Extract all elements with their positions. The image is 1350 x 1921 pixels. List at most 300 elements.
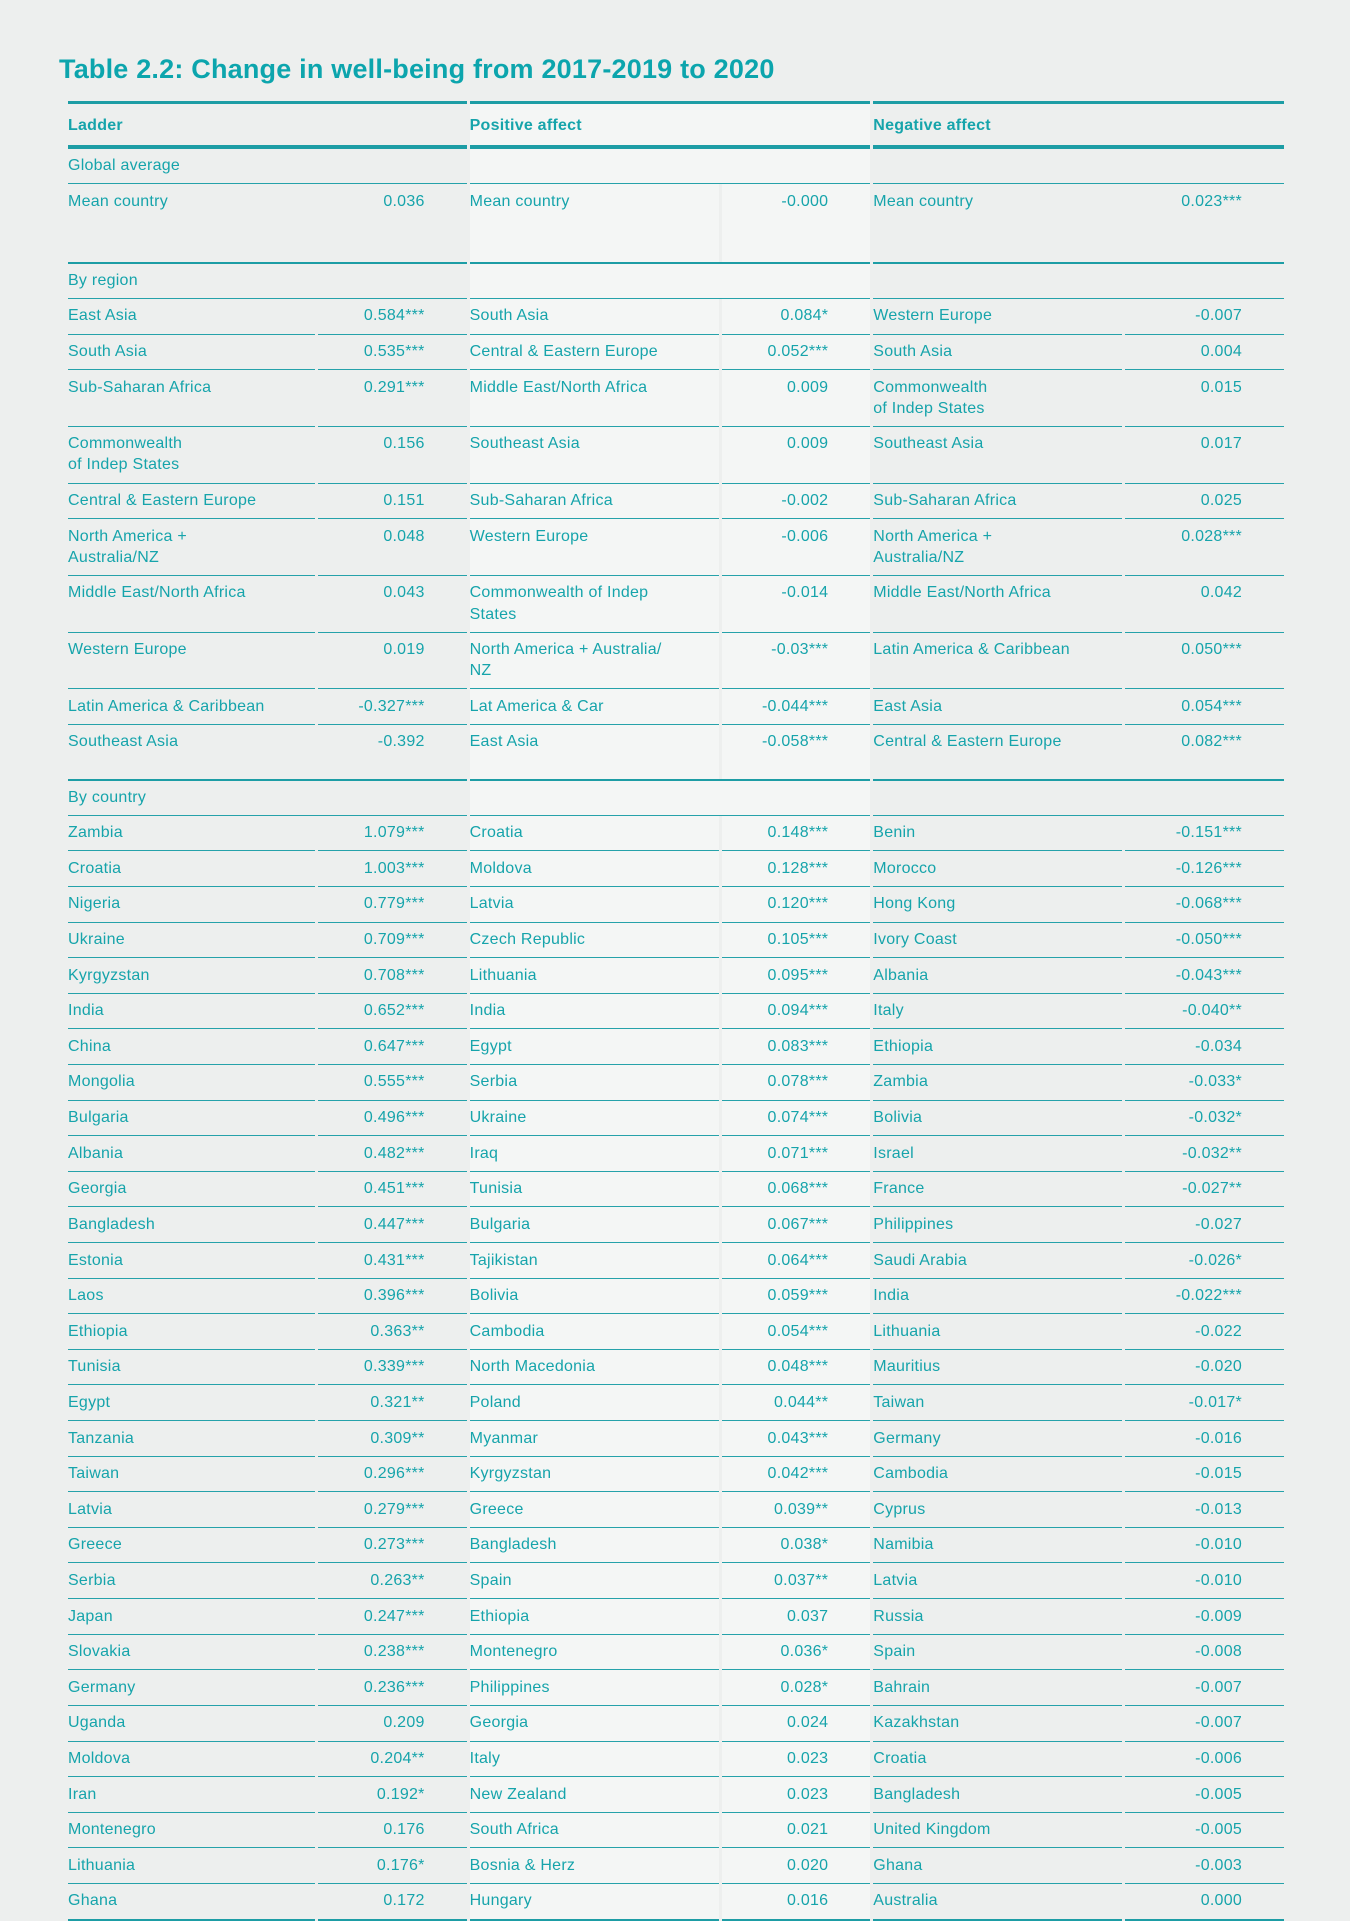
table-row [68,1563,1284,1599]
label-cell: Western Europe [68,633,315,690]
label-cell: Iran [68,1777,315,1813]
label-cell: Italy [873,994,1122,1030]
value-cell: -0.034 [1125,1029,1284,1065]
value-cell: 0.068*** [722,1172,871,1208]
label-cell: Bahrain [873,1670,1122,1706]
label-cell: Saudi Arabia [873,1243,1122,1279]
label-cell: Cambodia [873,1457,1122,1493]
value-cell: 0.309** [318,1421,467,1457]
value-cell: 0.009 [722,427,871,484]
label-cell: Moldova [470,851,719,887]
label-cell: Latvia [873,1563,1122,1599]
value-cell: -0.327*** [318,689,467,725]
value-cell: 0.074*** [722,1101,871,1137]
table-title: Table 2.2: Change in well-being from 2017-2019 to 2020 [59,54,775,84]
value-cell: 0.535*** [318,335,467,371]
label-cell: East Asia [68,299,315,335]
table-row [68,1421,1284,1457]
table-row [68,576,1284,633]
table-row [68,1350,1284,1386]
table-row [68,1136,1284,1172]
label-cell: Egypt [470,1029,719,1065]
label-cell: Taiwan [873,1385,1122,1421]
label-cell: Sub-Saharan Africa [470,484,719,520]
label-cell: Israel [873,1136,1122,1172]
value-cell: 0.052*** [722,335,871,371]
value-cell: 0.004 [1125,335,1284,371]
label-cell: Bulgaria [68,1101,315,1137]
label-cell: Sub-Saharan Africa [873,484,1122,520]
value-cell: 1.079*** [318,816,467,852]
label-cell: North Macedonia [470,1350,719,1386]
value-cell: -0.008 [1125,1635,1284,1671]
label-cell: Montenegro [470,1635,719,1671]
value-cell: -0.002 [722,484,871,520]
label-cell: Tunisia [68,1350,315,1386]
label-cell: Serbia [68,1563,315,1599]
value-cell: -0.03*** [722,633,871,690]
column-header-positive-affect: Positive affect [470,101,871,147]
value-cell: 0.120*** [722,887,871,923]
label-cell: Russia [873,1599,1122,1635]
value-cell: 0.128*** [722,851,871,887]
label-cell: Namibia [873,1528,1122,1564]
table-row [68,1599,1284,1635]
label-cell: Croatia [470,816,719,852]
value-cell: 0.064*** [722,1243,871,1279]
label-cell: Zambia [873,1065,1122,1101]
table-row [68,1385,1284,1421]
table-row [68,299,1284,335]
label-cell: Middle East/North Africa [68,576,315,633]
value-cell: 0.039** [722,1492,871,1528]
label-cell: Hungary [470,1884,719,1921]
table-row [68,1457,1284,1493]
label-cell: Czech Republic [470,923,719,959]
label-cell: Latvia [68,1492,315,1528]
label-cell: Albania [873,958,1122,994]
label-cell: Poland [470,1385,719,1421]
value-cell: 1.003*** [318,851,467,887]
label-cell: Benin [873,816,1122,852]
label-cell: Central & Eastern Europe [873,733,1062,751]
value-cell: 0.209 [318,1706,467,1742]
label-cell: Tanzania [68,1421,315,1457]
value-cell: 0.236*** [318,1670,467,1706]
value-cell: 0.431*** [318,1243,467,1279]
value-cell: -0.006 [1125,1742,1284,1778]
value-cell: 0.042 [1125,576,1284,633]
label-cell: France [873,1172,1122,1208]
value-cell: -0.040** [1125,994,1284,1030]
label-cell: Taiwan [68,1457,315,1493]
value-cell: 0.339*** [318,1350,467,1386]
value-cell: 0.172 [318,1884,467,1921]
value-cell: 0.043*** [722,1421,871,1457]
label-cell: Estonia [68,1243,315,1279]
value-cell: 0.156 [318,427,467,484]
value-cell: -0.058*** [722,725,871,779]
value-cell: -0.044*** [722,689,871,725]
label-cell: Bosnia & Herz [470,1848,719,1884]
label-cell: Southeast Asia [68,733,179,751]
table-row [68,1207,1284,1243]
label-cell: East Asia [873,689,1122,725]
label-cell: North America + Australia/ NZ [470,633,719,690]
label-cell: Ethiopia [470,1599,719,1635]
value-cell: -0.027** [1125,1172,1284,1208]
section-filler [873,779,1284,816]
value-cell: -0.009 [1125,1599,1284,1635]
table-row [68,1314,1284,1350]
section-label: Global average [68,147,467,184]
table-body [68,147,1284,1920]
value-cell: 0.652*** [318,994,467,1030]
value-cell: 0.078*** [722,1065,871,1101]
value-cell: -0.013 [1125,1492,1284,1528]
value-cell: 0.048*** [722,1350,871,1386]
label-cell: Central & Eastern Europe [470,335,719,371]
value-cell: 0.647*** [318,1029,467,1065]
value-cell: 0.396*** [318,1279,467,1315]
value-cell: 0.296*** [318,1457,467,1493]
label-cell: Ukraine [68,923,315,959]
label-cell: Serbia [470,1065,719,1101]
label-cell: Western Europe [873,299,1122,335]
value-cell: 0.779*** [318,887,467,923]
value-cell: 0.082*** [1181,733,1242,751]
label-cell: Australia [873,1884,1122,1921]
label-cell: New Zealand [470,1777,719,1813]
value-cell: -0.017* [1125,1385,1284,1421]
label-cell: Uganda [68,1706,315,1742]
value-cell: 0.043 [318,576,467,633]
value-cell: 0.019 [318,633,467,690]
value-cell: 0.067*** [722,1207,871,1243]
label-cell: Central & Eastern Europe [68,484,315,520]
value-cell: -0.015 [1125,1457,1284,1493]
label-cell: Georgia [470,1706,719,1742]
label-cell: India [470,994,719,1030]
table-row [68,1777,1284,1813]
table-row [68,370,1284,427]
label-cell: Georgia [68,1172,315,1208]
value-cell: 0.038* [722,1528,871,1564]
label-cell: Egypt [68,1385,315,1421]
label-cell: Kyrgyzstan [68,958,315,994]
table-row [68,519,1284,576]
section-label: By region [68,262,467,299]
label-cell: Myanmar [470,1421,719,1457]
label-cell: Southeast Asia [873,427,1122,484]
label-cell: Western Europe [470,519,719,576]
value-cell: 0.263** [318,1563,467,1599]
value-cell: 0.016 [722,1884,871,1921]
value-cell: 0.447*** [318,1207,467,1243]
label-cell: India [68,994,315,1030]
label-cell: Zambia [68,816,315,852]
table-row [68,1848,1284,1884]
value-cell: 0.095*** [722,958,871,994]
column-header-row [68,101,1284,147]
label-cell: Mongolia [68,1065,315,1101]
table-row [68,1670,1284,1706]
table-row [68,958,1284,994]
value-cell: 0.482*** [318,1136,467,1172]
value-cell: 0.042*** [722,1457,871,1493]
label-cell: India [873,1279,1122,1315]
table-row [68,725,1284,779]
label-cell: Mean country [68,192,168,210]
table-row [68,1492,1284,1528]
label-cell: Commonwealth of Indep States [470,576,719,633]
value-cell: -0.050*** [1125,923,1284,959]
value-cell: 0.023 [722,1777,871,1813]
section-label: By country [68,779,467,816]
section-header-row [68,262,1284,299]
label-cell: Germany [68,1670,315,1706]
value-cell: -0.032** [1125,1136,1284,1172]
table-row [68,633,1284,690]
column-header-negative-affect: Negative affect [873,101,1284,147]
label-cell: North America + Australia/NZ [873,519,1122,576]
label-cell: Cambodia [470,1314,719,1350]
value-cell: -0.392 [377,733,425,751]
label-cell: Bolivia [470,1279,719,1315]
value-cell: 0.279*** [318,1492,467,1528]
table-row [68,1101,1284,1137]
value-cell: 0.023*** [1181,192,1242,210]
value-cell: 0.054*** [1125,689,1284,725]
value-cell: 0.708*** [318,958,467,994]
value-cell: 0.204** [318,1742,467,1778]
label-cell: Commonwealth of Indep States [873,370,1122,427]
value-cell: 0.321** [318,1385,467,1421]
value-cell: 0.496*** [318,1101,467,1137]
value-cell: -0.151*** [1125,816,1284,852]
label-cell: Ivory Coast [873,923,1122,959]
value-cell: 0.059*** [722,1279,871,1315]
table-row [68,994,1284,1030]
table-row [68,1706,1284,1742]
label-cell: Albania [68,1136,315,1172]
table-row [68,1279,1284,1315]
value-cell: 0.037 [722,1599,871,1635]
label-cell: South Asia [470,299,719,335]
label-cell: Lithuania [873,1314,1122,1350]
label-cell: Lithuania [68,1848,315,1884]
label-cell: China [68,1029,315,1065]
value-cell: 0.015 [1125,370,1284,427]
value-cell: 0.584*** [318,299,467,335]
label-cell: East Asia [470,725,719,779]
value-cell: -0.043*** [1125,958,1284,994]
value-cell: 0.247*** [318,1599,467,1635]
value-cell: -0.068*** [1125,887,1284,923]
label-cell: Latvia [470,887,719,923]
label-cell: South Asia [873,335,1122,371]
table-row [68,484,1284,520]
value-cell: 0.071*** [722,1136,871,1172]
label-cell: Iraq [470,1136,719,1172]
value-cell: 0.048 [318,519,467,576]
value-cell: 0.291*** [318,370,467,427]
value-cell: -0.007 [1125,1670,1284,1706]
label-cell: Spain [470,1563,719,1599]
value-cell: 0.000 [1125,1884,1284,1921]
value-cell: 0.148*** [722,816,871,852]
value-cell: -0.022*** [1125,1279,1284,1315]
label-cell: Kyrgyzstan [470,1457,719,1493]
value-cell: -0.005 [1125,1777,1284,1813]
label-cell: Mean country [470,184,719,262]
value-cell: 0.192* [318,1777,467,1813]
label-cell: Bolivia [873,1101,1122,1137]
label-cell: Southeast Asia [470,427,719,484]
table-row [68,184,1284,262]
value-cell: 0.094*** [722,994,871,1030]
label-cell: Commonwealth of Indep States [68,427,315,484]
section-filler [873,262,1284,299]
value-cell: 0.238*** [318,1635,467,1671]
table-row [68,335,1284,371]
label-cell: Lat America & Car [470,689,719,725]
label-cell: Croatia [873,1742,1122,1778]
label-cell: Bulgaria [470,1207,719,1243]
label-cell: Ukraine [470,1101,719,1137]
label-cell: South Africa [470,1813,719,1849]
table-row [68,1635,1284,1671]
value-cell: 0.709*** [318,923,467,959]
wellbeing-table [65,101,1287,1921]
value-cell: 0.020 [722,1848,871,1884]
label-cell: Germany [873,1421,1122,1457]
label-cell: United Kingdom [873,1813,1122,1849]
table-row [68,887,1284,923]
value-cell: -0.016 [1125,1421,1284,1457]
value-cell: 0.555*** [318,1065,467,1101]
value-cell: 0.036* [722,1635,871,1671]
value-cell: 0.028* [722,1670,871,1706]
label-cell: Lithuania [470,958,719,994]
label-cell: Bangladesh [470,1528,719,1564]
value-cell: 0.023 [722,1742,871,1778]
label-cell: Moldova [68,1742,315,1778]
label-cell: Kazakhstan [873,1706,1122,1742]
value-cell: 0.036 [383,192,425,210]
value-cell: -0.027 [1125,1207,1284,1243]
label-cell: Middle East/North Africa [873,576,1122,633]
value-cell: 0.363** [318,1314,467,1350]
table-row [68,816,1284,852]
value-cell: -0.010 [1125,1563,1284,1599]
value-cell: -0.020 [1125,1350,1284,1386]
label-cell: North America + Australia/NZ [68,519,315,576]
label-cell: Greece [68,1528,315,1564]
section-filler [873,147,1284,184]
label-cell: Morocco [873,851,1122,887]
label-cell: Spain [873,1635,1122,1671]
table-row [68,851,1284,887]
label-cell: Hong Kong [873,887,1122,923]
label-cell: Nigeria [68,887,315,923]
label-cell: Philippines [470,1670,719,1706]
value-cell: -0.022 [1125,1314,1284,1350]
table-row [68,1065,1284,1101]
label-cell: Latin America & Caribbean [873,633,1122,690]
value-cell: -0.003 [1125,1848,1284,1884]
value-cell: -0.010 [1125,1528,1284,1564]
label-cell: Tajikistan [470,1243,719,1279]
table-row [68,1528,1284,1564]
value-cell: 0.009 [722,370,871,427]
value-cell: -0.007 [1125,299,1284,335]
value-cell: -0.007 [1125,1706,1284,1742]
value-cell: 0.176 [318,1813,467,1849]
value-cell: -0.126*** [1125,851,1284,887]
label-cell: Greece [470,1492,719,1528]
label-cell: Croatia [68,851,315,887]
value-cell: 0.083*** [722,1029,871,1065]
label-cell: Japan [68,1599,315,1635]
section-filler [470,147,871,184]
value-cell: 0.054*** [722,1314,871,1350]
value-cell: 0.451*** [318,1172,467,1208]
value-cell: -0.026* [1125,1243,1284,1279]
label-cell: Philippines [873,1207,1122,1243]
label-cell: Mauritius [873,1350,1122,1386]
table-row [68,1029,1284,1065]
label-cell: Ethiopia [873,1029,1122,1065]
value-cell: -0.006 [722,519,871,576]
value-cell: 0.273*** [318,1528,467,1564]
label-cell: Bangladesh [68,1207,315,1243]
label-cell: Slovakia [68,1635,315,1671]
label-cell: Latin America & Caribbean [68,689,315,725]
value-cell: -0.005 [1125,1813,1284,1849]
section-filler [470,262,871,299]
value-cell: 0.044** [722,1385,871,1421]
label-cell: Ghana [68,1884,315,1921]
label-cell: Ethiopia [68,1314,315,1350]
section-header-row [68,779,1284,816]
value-cell: -0.033* [1125,1065,1284,1101]
value-cell: 0.028*** [1125,519,1284,576]
value-cell: 0.050*** [1125,633,1284,690]
value-cell: 0.151 [318,484,467,520]
label-cell: Middle East/North Africa [470,370,719,427]
value-cell: -0.032* [1125,1101,1284,1137]
value-cell: 0.084* [722,299,871,335]
label-cell: Mean country [873,192,974,210]
label-cell: Sub-Saharan Africa [68,370,315,427]
table-row [68,1243,1284,1279]
value-cell: -0.014 [722,576,871,633]
table-row [68,1813,1284,1849]
section-header-row [68,147,1284,184]
value-cell: 0.017 [1125,427,1284,484]
table-row [68,923,1284,959]
label-cell: Laos [68,1279,315,1315]
label-cell: Montenegro [68,1813,315,1849]
label-cell: Tunisia [470,1172,719,1208]
value-cell: 0.176* [318,1848,467,1884]
table-row [68,1742,1284,1778]
value-cell: 0.024 [722,1706,871,1742]
column-header-ladder: Ladder [68,101,467,147]
label-cell: South Asia [68,335,315,371]
table-row [68,427,1284,484]
